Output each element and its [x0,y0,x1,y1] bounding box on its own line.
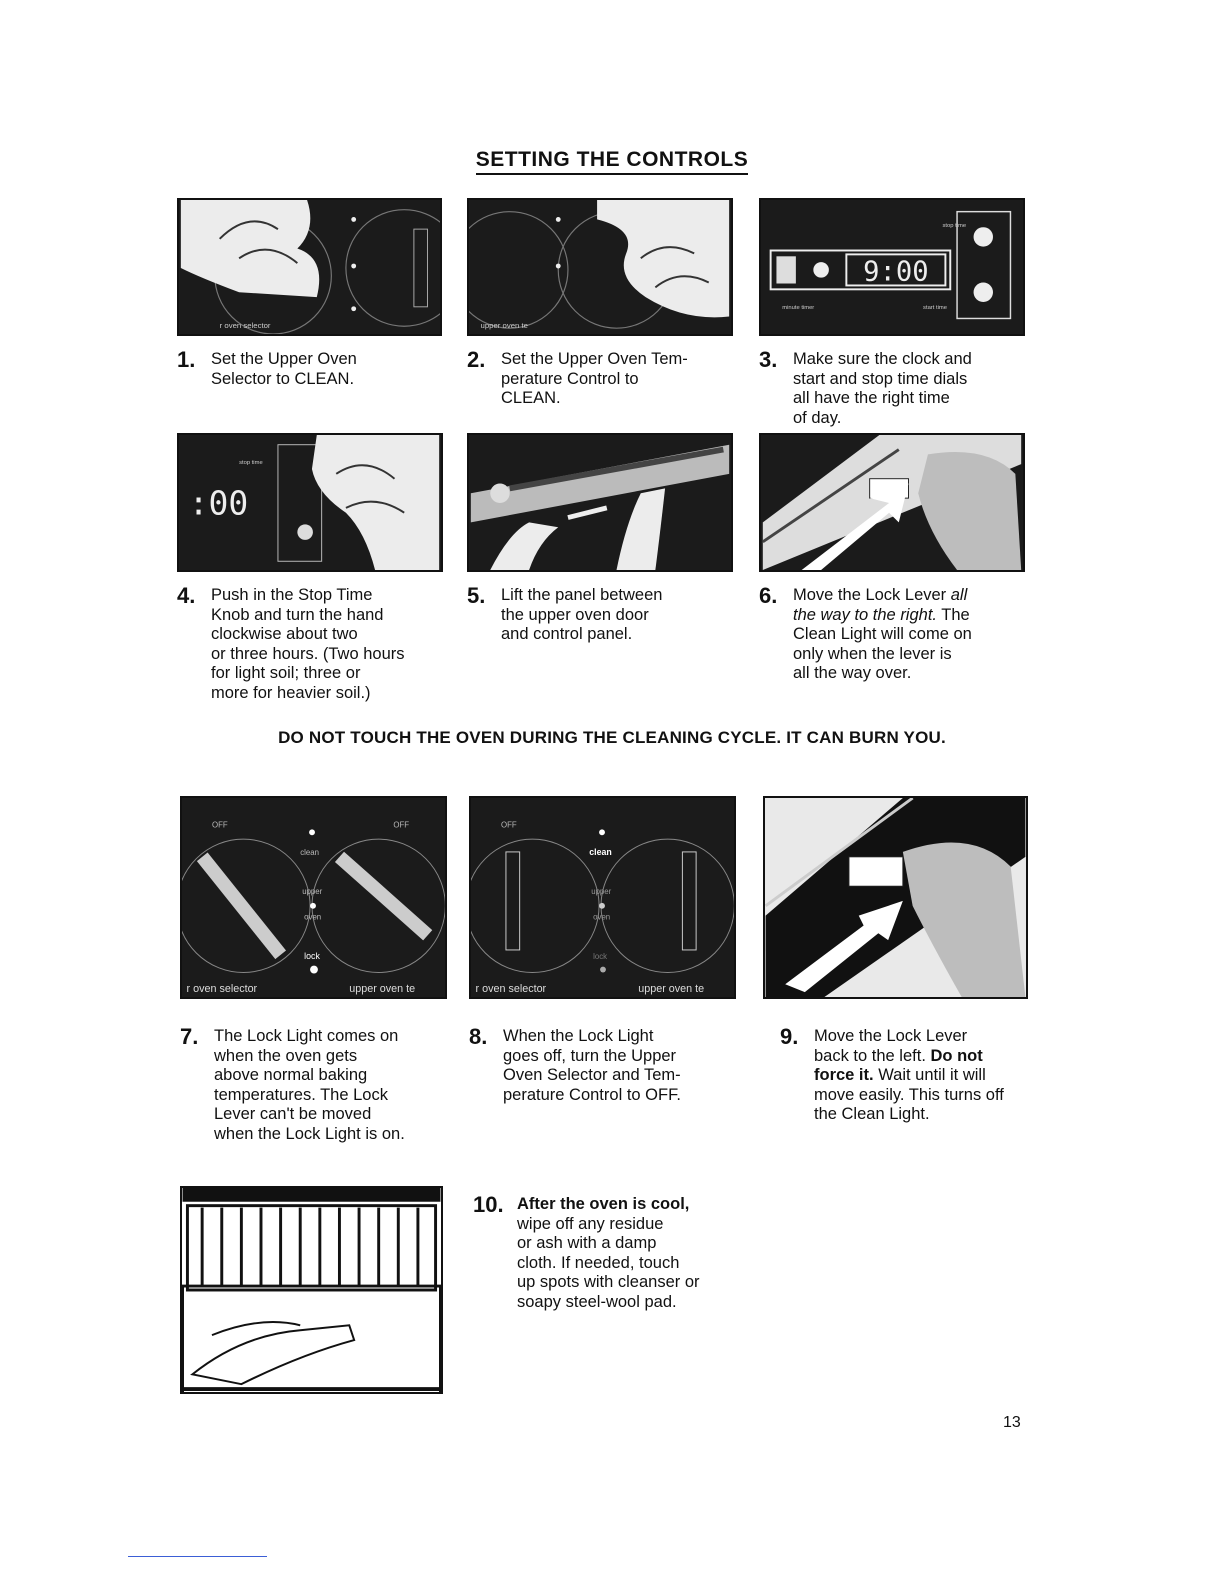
image-step-9-lock-lever-left [763,796,1028,999]
svg-text:upper oven te: upper oven te [638,983,705,996]
oven-interior-illustration [182,1188,441,1392]
page-title: SETTING THE CONTROLS [0,148,1224,172]
stop-knob-illustration [179,435,441,570]
image-step-6-lock-lever-right [759,433,1025,572]
svg-text:clean: clean [300,847,319,857]
svg-text:oven: oven [304,912,322,922]
footer-rule [128,1556,267,1557]
step-8: 8. When the Lock Light goes off, turn the Upper Oven Selector and Tem- perature Control to OFF. [469,1024,681,1104]
dials-off-illustration [471,798,734,997]
svg-text:stop time: stop time [239,460,263,467]
clock-illustration [761,200,1023,334]
svg-text:start time: start time [923,304,947,311]
image-step-5-lift-panel [467,433,733,572]
step-1: 1. Set the Upper Oven Selector to CLEAN. [177,347,357,388]
svg-text:r oven selector: r oven selector [475,983,547,996]
image-step-3-clock [759,198,1025,336]
svg-text::00: :00 [188,483,249,523]
image-step-4-stop-time-knob [177,433,443,572]
lock-lever-right-illustration [761,435,1023,570]
svg-text:clean: clean [589,846,612,857]
image-step-10-wipe-oven [180,1186,443,1394]
step-6: 6. Move the Lock Lever all the way to the right. The Clean Light will come on only when the lever is all the way over. [759,583,972,682]
svg-text:upper: upper [302,887,323,897]
svg-text:stop time: stop time [942,223,967,230]
selector-knob-illustration [179,200,440,334]
step-7: 7. The Lock Light comes on when the oven gets above normal baking temperatures. The Lock Lever can't be moved when the Lock Light is on. [180,1024,405,1143]
svg-text:minute timer: minute timer [782,304,815,311]
image-step-7-lock-light [180,796,447,999]
svg-text:lock: lock [593,951,608,961]
svg-text:9:00: 9:00 [863,256,929,288]
image-step-2-temperature-control [467,198,733,336]
temperature-knob-illustration [469,200,731,334]
svg-text:r oven selector: r oven selector [186,983,258,996]
svg-text:upper: upper [591,887,612,897]
svg-text:OFF: OFF [393,820,410,830]
image-step-1-oven-selector [177,198,442,336]
step-5: 5. Lift the panel between the upper oven door and control panel. [467,583,663,643]
svg-text:oven: oven [593,912,611,922]
svg-text:upper oven te: upper oven te [480,321,528,331]
svg-text:upper oven te: upper oven te [349,983,416,996]
image-step-8-dials-off [469,796,736,999]
svg-text:r oven selector: r oven selector [219,321,271,331]
step-2: 2. Set the Upper Oven Tem- perature Control to CLEAN. [467,347,688,407]
dials-lock-on-illustration [182,798,445,997]
step-9: 9. Move the Lock Lever back to the left. Do not force it. Wait until it will move easily. This turns off the Clean Light. [780,1024,1004,1123]
step-10: 10. After the oven is cool, wipe off any residue or ash with a damp cloth. If needed, touch up spots with cleanser or soapy steel-wool pad. [473,1192,700,1311]
warning-text: DO NOT TOUCH THE OVEN DURING THE CLEANING CYCLE. IT CAN BURN YOU. [278,728,946,747]
svg-text:OFF: OFF [212,820,228,830]
lock-lever-left-illustration [765,798,1026,997]
svg-text:OFF: OFF [501,820,517,830]
panel-lift-illustration [469,435,731,570]
step-3: 3. Make sure the clock and start and stop time dials all have the right time of day. [759,347,972,427]
page-number: 13 [1003,1414,1021,1431]
step-4: 4. Push in the Stop Time Knob and turn the hand clockwise about two or three hours. (Two hours for light soil; three or more for heavier soil.) [177,583,405,702]
svg-text:lock: lock [304,950,320,961]
